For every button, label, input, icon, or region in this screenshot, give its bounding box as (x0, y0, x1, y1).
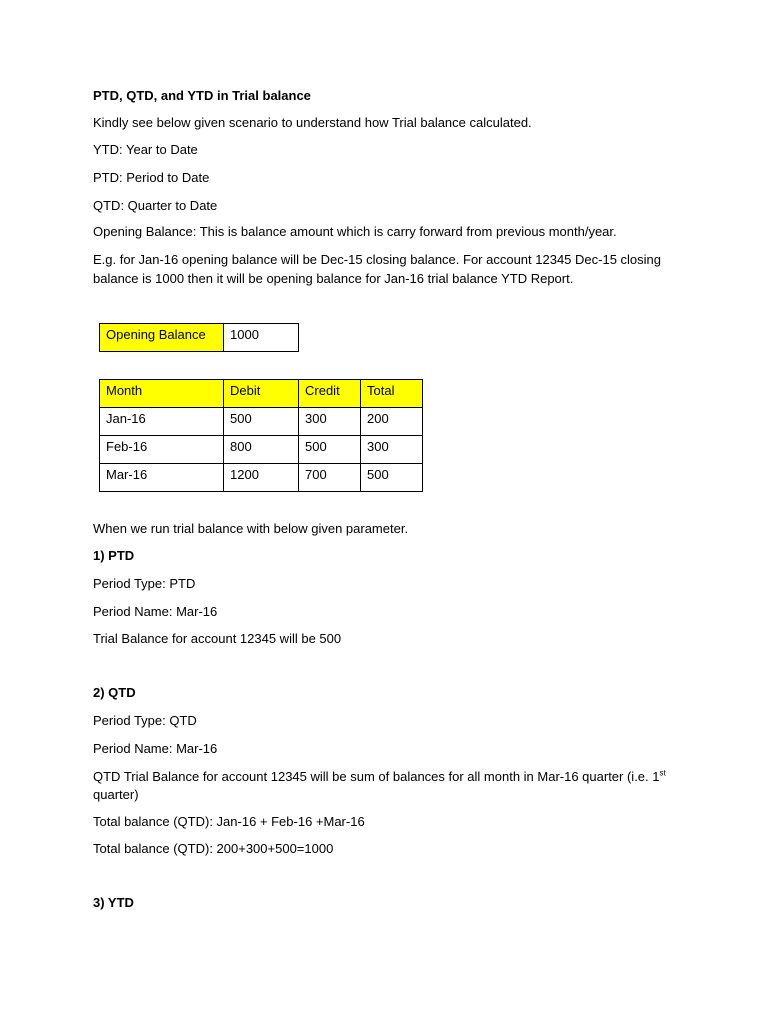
qtd-heading: 2) QTD (93, 685, 136, 700)
def-ptd: PTD: Period to Date (93, 170, 210, 185)
header-total: Total (361, 380, 423, 408)
qtd-total-formula: Total balance (QTD): Jan-16 + Feb-16 +Mar-16 (93, 814, 365, 829)
opening-value-cell: 1000 (224, 324, 299, 352)
qtd-period-type: Period Type: QTD (93, 713, 197, 728)
header-month: Month (100, 380, 224, 408)
table-row (100, 408, 423, 436)
cell-total: 300 (361, 436, 423, 464)
qtd-result (93, 768, 666, 786)
cell-month: Jan-16 (100, 408, 224, 436)
table-header-row (100, 380, 423, 408)
cell-debit: 800 (224, 436, 299, 464)
intro-text: Kindly see below given scenario to understand how Trial balance calculated. (93, 115, 532, 130)
ptd-period-name: Period Name: Mar-16 (93, 604, 218, 619)
cell-total: 500 (361, 464, 423, 492)
qtd-result-text: QTD Trial Balance for account 12345 will be sum of balances for all month in Mar-16 quarter (i.e. 1 (93, 769, 660, 784)
ytd-heading: 3) YTD (93, 895, 134, 910)
cell-month: Mar-16 (100, 464, 224, 492)
month-table (99, 379, 423, 492)
example-text: E.g. for Jan-16 opening balance will be Dec-15 closing balance. For account 12345 Dec-15 closing balance is 1000 then it will be opening balance for Jan-16 trial balance YTD Report. (93, 252, 662, 286)
table-row (100, 324, 299, 352)
run-text: When we run trial balance with below given parameter. (93, 521, 409, 536)
cell-debit: 1200 (224, 464, 299, 492)
opening-label-cell: Opening Balance (100, 324, 224, 352)
table-row (100, 464, 423, 492)
def-opening-label: Opening Balance: (93, 224, 197, 239)
cell-debit: 500 (224, 408, 299, 436)
doc-title: PTD, QTD, and YTD in Trial balance (93, 88, 311, 103)
table-row (100, 436, 423, 464)
cell-month: Feb-16 (100, 436, 224, 464)
opening-balance-table (99, 323, 299, 352)
qtd-total-sum: Total balance (QTD): 200+300+500=1000 (93, 841, 334, 856)
def-qtd: QTD: Quarter to Date (93, 198, 218, 213)
ptd-period-type: Period Type: PTD (93, 576, 196, 591)
cell-credit: 700 (299, 464, 361, 492)
def-opening (93, 223, 617, 241)
header-credit: Credit (299, 380, 361, 408)
ptd-heading: 1) PTD (93, 548, 135, 563)
cell-credit: 300 (299, 408, 361, 436)
cell-credit: 500 (299, 436, 361, 464)
qtd-period-name: Period Name: Mar-16 (93, 741, 218, 756)
header-debit: Debit (224, 380, 299, 408)
qtd-result-cont: quarter) (93, 787, 139, 802)
cell-total: 200 (361, 408, 423, 436)
def-ytd: YTD: Year to Date (93, 142, 198, 157)
def-opening-text: This is balance amount which is carry forward from previous month/year. (196, 224, 617, 239)
ptd-result: Trial Balance for account 12345 will be 500 (93, 631, 342, 646)
qtd-result-sup: st (659, 768, 666, 778)
